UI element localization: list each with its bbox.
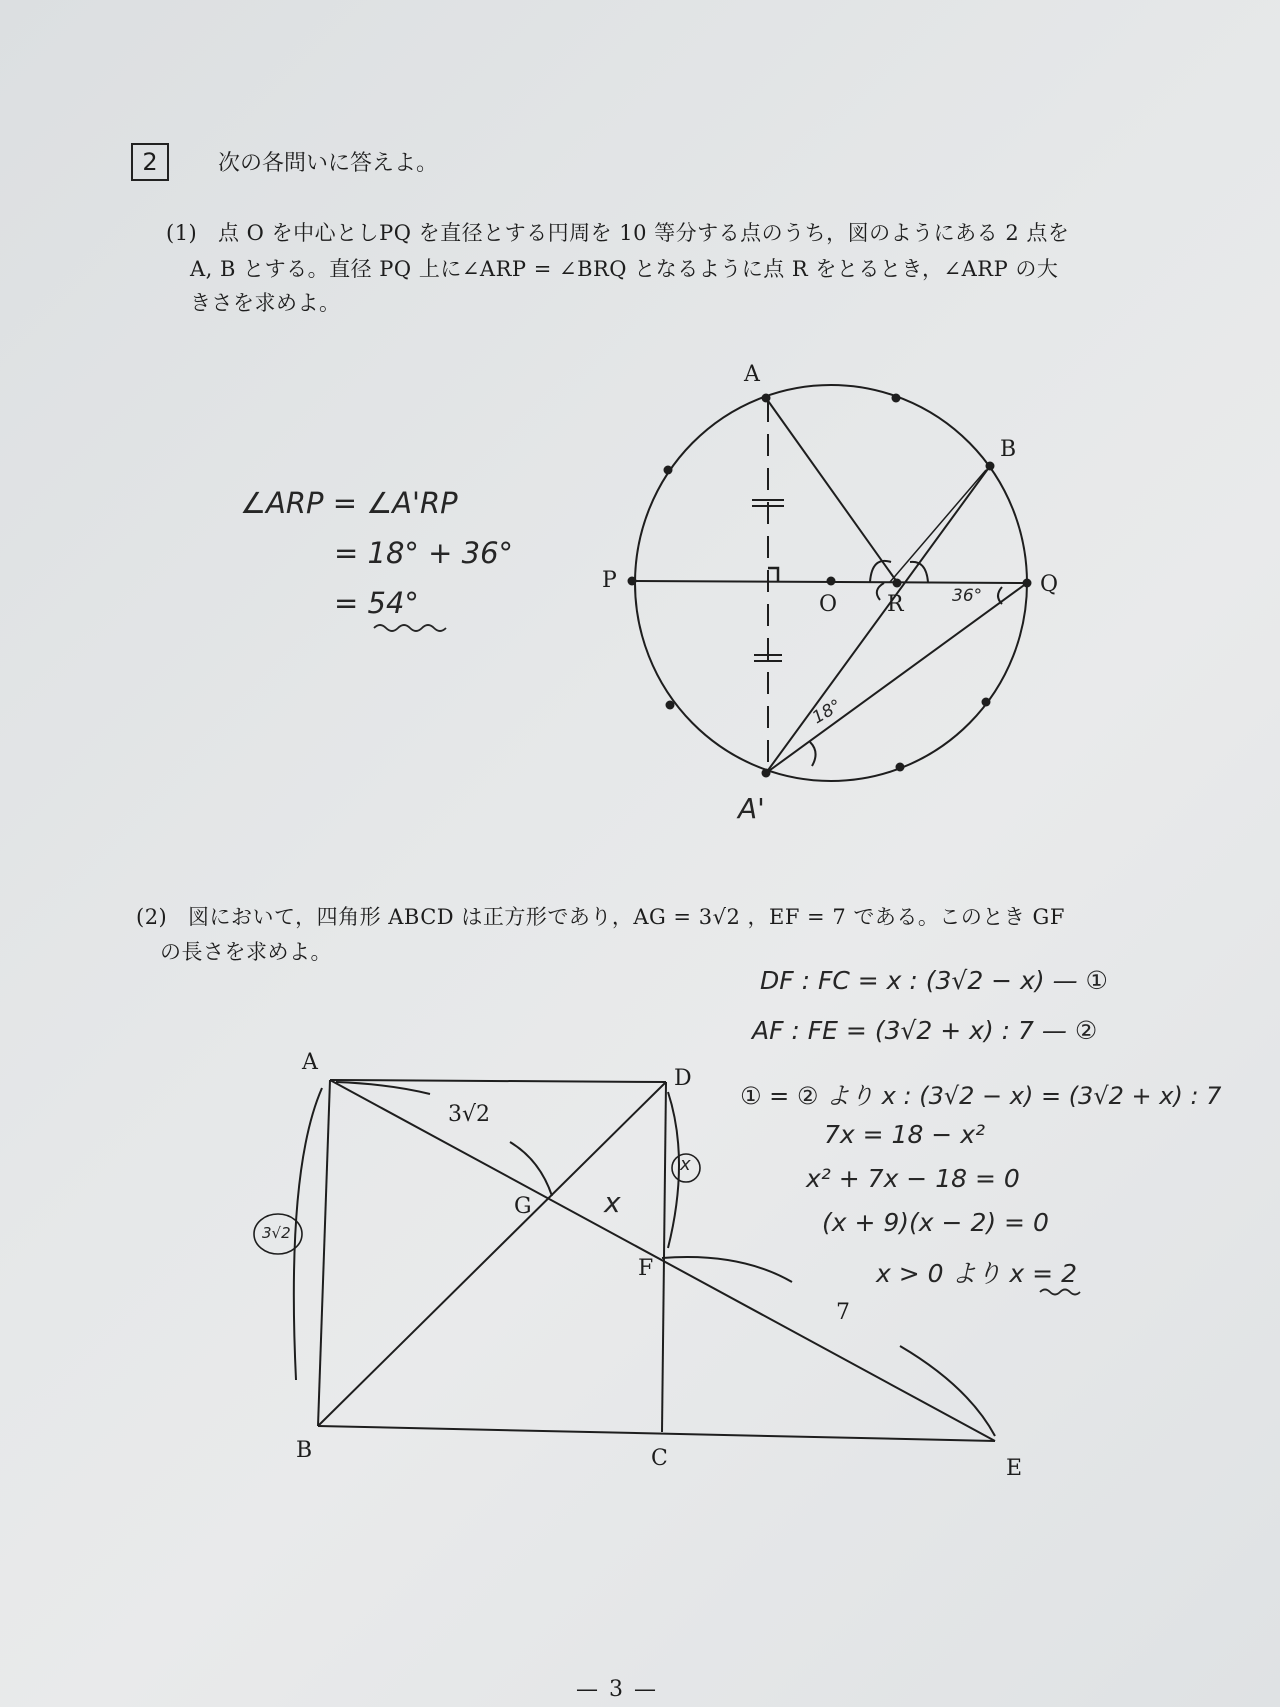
label-sq-e: E: [1006, 1456, 1023, 1481]
label-sq-c: C: [651, 1446, 668, 1471]
angle-label-q: 36°: [952, 586, 983, 606]
q2-work-line-7: x > 0 より x = 2: [876, 1259, 1077, 1288]
note-side-ab: 3√2: [262, 1224, 291, 1242]
label-o: O: [819, 592, 838, 617]
label-ag-length: 3√2: [448, 1102, 491, 1127]
label-q: Q: [1040, 572, 1059, 597]
label-r: R: [887, 592, 904, 617]
q2-work-line-3: ① = ② より x : (3√2 − x) = (3√2 + x) : 7: [740, 1082, 1222, 1110]
q1-number: (1): [166, 221, 198, 245]
q2-number: (2): [136, 905, 168, 929]
answer-underline-2: [1040, 1290, 1080, 1295]
note-gf: x: [604, 1186, 621, 1219]
label-b: B: [1000, 437, 1017, 462]
q1-line-3: きさを求めよ。: [190, 291, 341, 315]
q2-work-line-4: 7x = 18 − x²: [824, 1120, 986, 1149]
q1-line-1: 点 O を中心としPQ を直径とする円周を 10 等分する点のうち，図のようにある 2 点を: [218, 221, 1070, 245]
label-sq-d: D: [674, 1066, 692, 1091]
question-instruction: 次の各問いに答えよ。: [218, 151, 439, 176]
angle-label-a-prime: 18°: [809, 695, 846, 729]
q2-work-line-2: AF : FE = (3√2 + x) : 7 — ②: [752, 1016, 1098, 1045]
q2-work-line-5: x² + 7x − 18 = 0: [806, 1164, 1020, 1193]
label-a-prime: A': [738, 792, 765, 825]
q1-work-line-2: = 18° + 36°: [334, 536, 514, 570]
label-sq-a: A: [302, 1050, 318, 1075]
q1-line-2: A, B とする。直径 PQ 上に∠ARP = ∠BRQ となるように点 R をとるとき，∠ARP の大: [190, 257, 1059, 281]
question-number-box: 2: [131, 143, 169, 181]
q2-line-1: 図において，四角形 ABCD は正方形であり，AG = 3√2 ，EF = 7 である。このとき GF: [188, 905, 1065, 929]
label-ef-length: 7: [836, 1300, 850, 1325]
q1-work-line-3: = 54°: [334, 586, 419, 620]
q1-work-line-1: ∠ARP = ∠A'RP: [240, 486, 458, 520]
page-number: — 3 —: [576, 1677, 658, 1702]
q2-line-2: の長さを求めよ。: [160, 940, 332, 964]
label-sq-f: F: [638, 1256, 654, 1281]
label-sq-g: G: [514, 1194, 532, 1219]
label-p: P: [602, 568, 617, 593]
note-df: x: [680, 1154, 691, 1175]
q2-work-line-6: (x + 9)(x − 2) = 0: [822, 1208, 1049, 1237]
label-a: A: [744, 362, 760, 387]
q2-work-line-1: DF : FC = x : (3√2 − x) — ①: [760, 966, 1108, 995]
label-sq-b: B: [296, 1438, 313, 1463]
